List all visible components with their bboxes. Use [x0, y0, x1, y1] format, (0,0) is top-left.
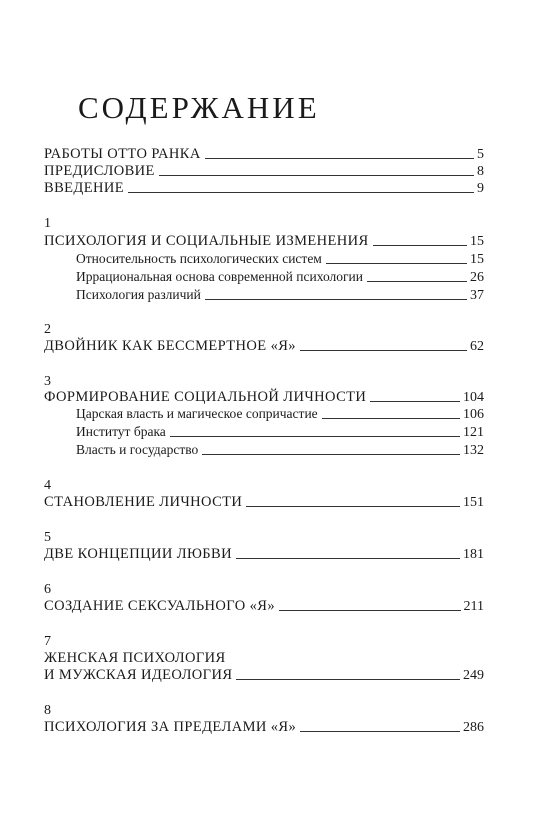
toc-entry: [44, 146, 484, 164]
entry-label: ПРЕДИСЛОВИЕ: [44, 163, 155, 179]
page-number: 181: [463, 547, 484, 562]
chapter-number: 7: [44, 634, 51, 649]
leader-line: [300, 350, 467, 351]
leader-line: [370, 401, 460, 402]
chapter-title: ДВОЙНИК КАК БЕССМЕРТНОЕ «Я»: [44, 338, 296, 354]
chapter-title: ПСИХОЛОГИЯ ЗА ПРЕДЕЛАМИ «Я»: [44, 719, 297, 735]
page-number: 9: [477, 181, 484, 196]
section-entry: [76, 442, 484, 460]
page-number: 15: [470, 252, 484, 267]
leader-line: [159, 175, 474, 176]
page-number: 104: [463, 390, 484, 405]
page-number: 37: [470, 288, 484, 303]
chapter-number: 8: [44, 703, 51, 718]
leader-line: [322, 418, 460, 419]
page-number: 15: [470, 234, 484, 249]
chapter-entry: [44, 233, 484, 251]
page-title: СОДЕРЖАНИЕ: [78, 90, 320, 125]
page-number: 8: [477, 164, 484, 179]
chapter-number: 6: [44, 582, 51, 597]
section-title: Власть и государство: [76, 442, 199, 457]
entry-label: РАБОТЫ ОТТО РАНКА: [44, 146, 201, 162]
chapter-entry: [44, 719, 484, 737]
section-title: Психология различий: [76, 287, 201, 302]
leader-line: [170, 436, 460, 437]
page-number: 132: [463, 443, 484, 458]
chapter-entry: [44, 667, 484, 685]
leader-line: [236, 679, 460, 680]
page-number: 62: [470, 339, 484, 354]
page-number: 249: [463, 668, 484, 683]
page-number: 26: [470, 270, 484, 285]
chapter-number: 1: [44, 216, 51, 231]
chapter-title-line1: ЖЕНСКАЯ ПСИХОЛОГИЯ: [44, 650, 226, 666]
leader-line: [300, 731, 460, 732]
page-number: 286: [463, 720, 484, 735]
chapter-number: 2: [44, 322, 51, 337]
chapter-title: СТАНОВЛЕНИЕ ЛИЧНОСТИ: [44, 494, 243, 510]
chapter-title: ПСИХОЛОГИЯ И СОЦИАЛЬНЫЕ ИЗМЕНЕНИЯ: [44, 233, 369, 249]
leader-line: [202, 454, 460, 455]
section-title: Институт брака: [76, 424, 166, 439]
section-title: Царская власть и магическое сопричастие: [76, 406, 318, 421]
section-title: Относительность психологических систем: [76, 251, 322, 266]
toc-page: [44, 0, 484, 814]
chapter-title: СОЗДАНИЕ СЕКСУАЛЬНОГО «Я»: [44, 598, 275, 614]
leader-line: [205, 299, 467, 300]
chapter-entry: [44, 598, 484, 616]
chapter-title: ФОРМИРОВАНИЕ СОЦИАЛЬНОЙ ЛИЧНОСТИ: [44, 389, 367, 405]
chapter-number: 3: [44, 374, 51, 389]
page-number: 106: [463, 407, 484, 422]
section-entry: [76, 424, 484, 442]
entry-label: ВВЕДЕНИЕ: [44, 180, 124, 196]
chapter-entry: [44, 546, 484, 564]
chapter-number: 5: [44, 530, 51, 545]
chapter-entry: [44, 389, 484, 407]
page-number: 5: [477, 147, 484, 162]
page-number: 211: [463, 599, 484, 614]
leader-line: [205, 158, 474, 159]
page-number: 151: [463, 495, 484, 510]
leader-line: [367, 281, 467, 282]
leader-line: [326, 263, 467, 264]
chapter-entry: [44, 494, 484, 512]
section-entry: [76, 287, 484, 305]
chapter-entry: [44, 338, 484, 356]
section-entry: [76, 406, 484, 424]
leader-line: [246, 506, 460, 507]
leader-line: [373, 245, 467, 246]
leader-line: [128, 192, 474, 193]
section-title: Иррациональная основа современной психологии: [76, 269, 364, 284]
section-entry: [76, 269, 484, 287]
leader-line: [279, 610, 461, 611]
toc-entry: [44, 163, 484, 181]
chapter-number: 4: [44, 478, 51, 493]
page-number: 121: [463, 425, 484, 440]
toc-entry: [44, 180, 484, 198]
section-entry: [76, 251, 484, 269]
chapter-title: И МУЖСКАЯ ИДЕОЛОГИЯ: [44, 667, 233, 683]
leader-line: [236, 558, 460, 559]
chapter-title: ДВЕ КОНЦЕПЦИИ ЛЮБВИ: [44, 546, 232, 562]
